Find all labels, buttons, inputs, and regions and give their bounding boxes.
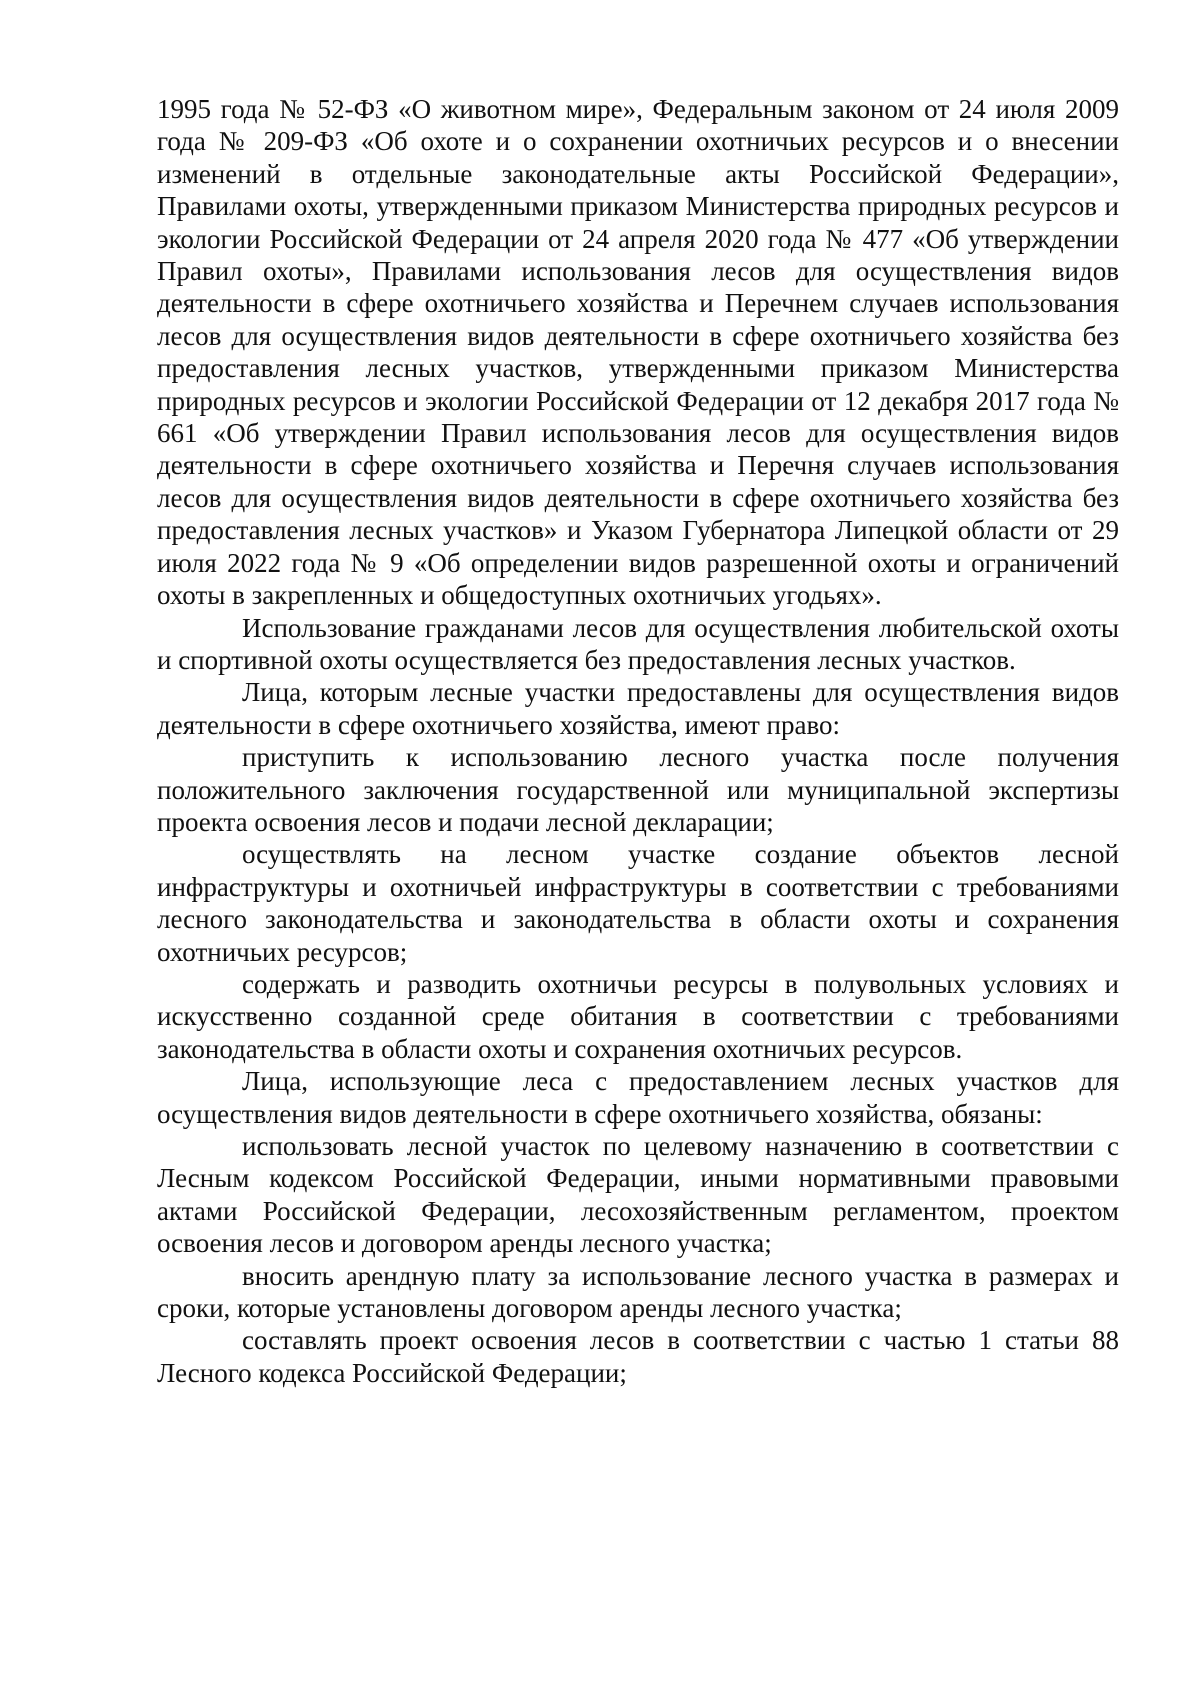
- paragraph-duty-3: составлять проект освоения лесов в соответствии с частью 1 статьи 88 Лесного кодекса Российской Федерации;: [157, 1325, 1119, 1388]
- paragraph-duty-1: использовать лесной участок по целевому назначению в соответствии с Лесным кодексом Российской Федерации, иными нормативными правовыми актами Российской Федерации, лесохозяйственным регламентом, проектом освоения лесов и договором аренды лесного участка;: [157, 1131, 1119, 1259]
- paragraph-right-1: приступить к использованию лесного участка после получения положительного заключения государственной или муниципальной экспертизы проекта освоения лесов и подачи лесной декларации;: [157, 742, 1119, 837]
- paragraph-rights-intro: Лица, которым лесные участки предоставлены для осуществления видов деятельности в сфере охотничьего хозяйства, имеют право:: [157, 677, 1119, 740]
- paragraph-legal-basis: 1995 года № 52-ФЗ «О животном мире», Федеральным законом от 24 июля 2009 года № 209-ФЗ «Об охоте и о сохранении охотничьих ресурсов и о внесении изменений в отдельные законодательные акты Российской Федерации», Правилами охоты, утвержденными приказом Министерства природных ресурсов и экологии Российской Федерации от 24 апреля 2020 года № 477 «Об утверждении Правил охоты», Правилами использования лесов для осуществления видов деятельности в сфере охотничьего хозяйства и Перечнем случаев использования лесов для осуществления видов деятельности в сфере охотничьего хозяйства без предоставления лесных участков, утвержденными приказом Министерства природных ресурсов и экологии Российской Федерации от 12 декабря 2017 года № 661 «Об утверждении Правил использования лесов для осуществления видов деятельности в сфере охотничьего хозяйства и Перечня случаев использования лесов для осуществления видов деятельности в сфере охотничьего хозяйства без предоставления лесных участков» и Указом Губернатора Липецкой области от 29 июля 2022 года № 9 «Об определении видов разрешенной охоты и ограничений охоты в закрепленных и общедоступных охотничьих угодьях».: [157, 94, 1119, 611]
- paragraph-duties-intro: Лица, использующие леса с предоставлением лесных участков для осуществления видов деятельности в сфере охотничьего хозяйства, обязаны:: [157, 1066, 1119, 1129]
- paragraph-citizens-use: Использование гражданами лесов для осуществления любительской охоты и спортивной охоты осуществляется без предоставления лесных участков.: [157, 612, 1119, 675]
- document-body: [157, 93, 1119, 1389]
- paragraph-duty-2: вносить арендную плату за использование лесного участка в размерах и сроки, которые установлены договором аренды лесного участка;: [157, 1260, 1119, 1324]
- paragraph-right-2: осуществлять на лесном участке создание объектов лесной инфраструктуры и охотничьей инфраструктуры в соответствии с требованиями лесного законодательства и законодательства в области охоты и сохранения охотничьих ресурсов;: [157, 839, 1119, 967]
- paragraph-right-3: содержать и разводить охотничьи ресурсы в полувольных условиях и искусственно созданной среде обитания в соответствии с требованиями законодательства в области охоты и сохранения охотничьих ресурсов.: [157, 968, 1119, 1064]
